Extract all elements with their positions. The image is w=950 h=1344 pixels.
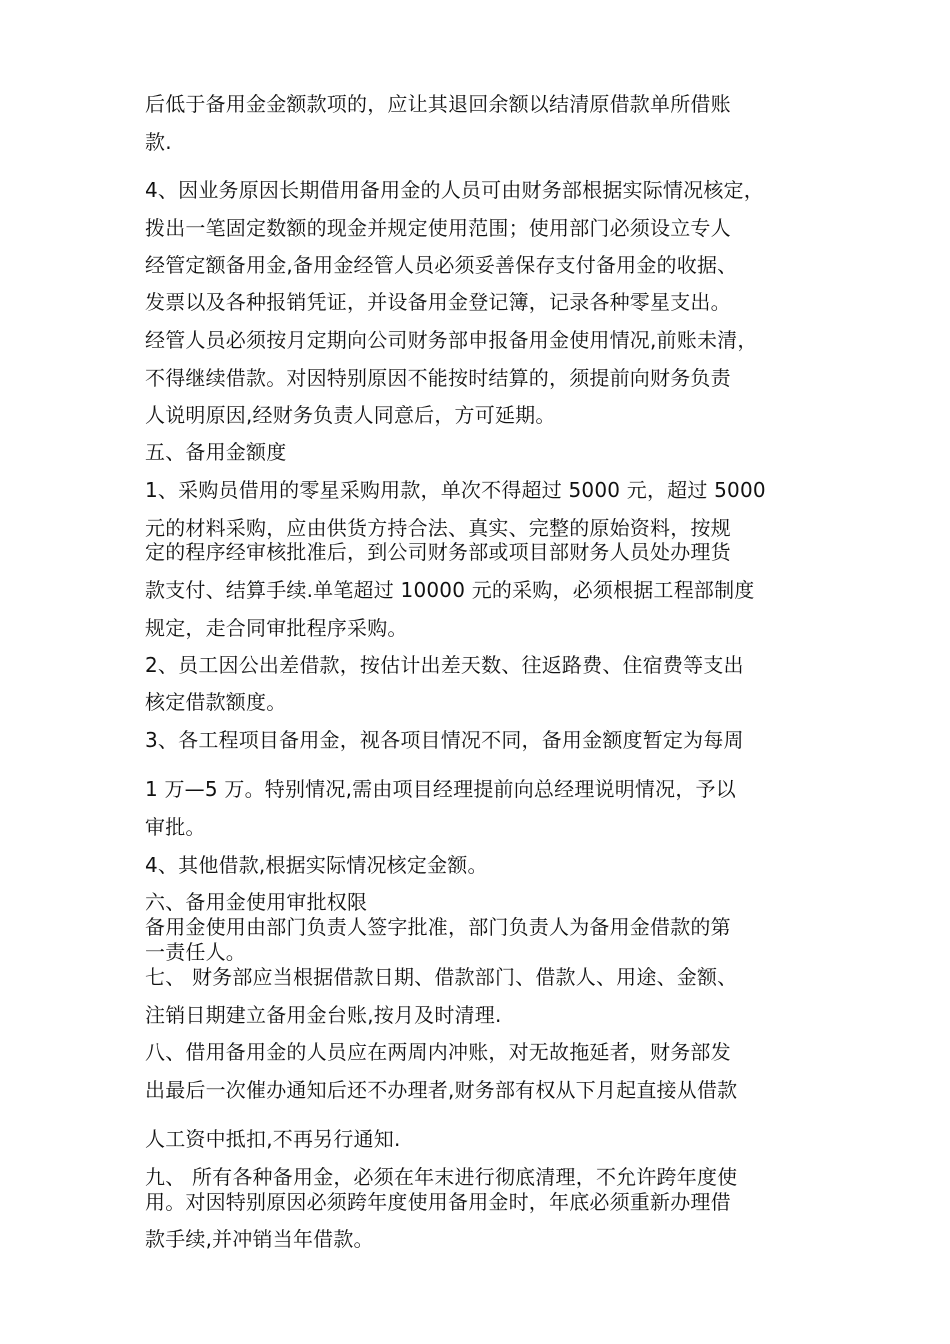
text-line: 经管人员必须按月定期向公司财务部申报备用金使用情况,前账未清， <box>145 328 758 352</box>
text-line: 款. <box>145 130 172 154</box>
text-line: 1 万—5 万。特别情况,需由项目经理提前向总经理说明情况，予以 <box>145 777 736 801</box>
text-line: 核定借款额度。 <box>145 690 287 714</box>
text-line: 1、采购员借用的零星采购用款，单次不得超过 5000 元，超过 5000 <box>145 478 766 502</box>
text-line: 3、各工程项目备用金，视各项目情况不同，备用金额度暂定为每周 <box>145 728 744 752</box>
text-line: 一责任人。 <box>145 940 246 964</box>
text-line: 七、 财务部应当根据借款日期、借款部门、借款人、用途、金额、 <box>145 965 738 989</box>
section-heading: 六、备用金使用审批权限 <box>145 890 368 914</box>
text-line: 人工资中抵扣,不再另行通知. <box>145 1127 401 1151</box>
text-line: 拨出一笔固定数额的现金并规定使用范围；使用部门必须设立专人 <box>145 216 731 240</box>
text-line: 后低于备用金金额款项的，应让其退回余额以结清原借款单所借账 <box>145 92 731 116</box>
text-line: 经管定额备用金,备用金经管人员必须妥善保存支付备用金的收据、 <box>145 253 738 277</box>
text-line: 4、其他借款,根据实际情况核定金额。 <box>145 853 488 877</box>
text-line: 九、 所有各种备用金，必须在年末进行彻底清理，不允许跨年度使 <box>145 1165 738 1189</box>
text-line: 款支付、结算手续.单笔超过 10000 元的采购，必须根据工程部制度 <box>145 578 755 602</box>
section-heading: 五、备用金额度 <box>145 440 287 464</box>
text-line: 元的材料采购，应由供货方持合法、真实、完整的原始资料，按规 <box>145 516 731 540</box>
text-line: 不得继续借款。对因特别原因不能按时结算的，须提前向财务负责 <box>145 366 731 390</box>
text-line: 定的程序经审核批准后，到公司财务部或项目部财务人员处办理货 <box>145 540 731 564</box>
text-line: 款手续,并冲销当年借款。 <box>145 1227 374 1251</box>
text-line: 4、因业务原因长期借用备用金的人员可由财务部根据实际情况核定， <box>145 178 764 202</box>
text-line: 发票以及各种报销凭证，并设备用金登记簿，记录各种零星支出。 <box>145 290 731 314</box>
text-line: 出最后一次催办通知后还不办理者,财务部有权从下月起直接从借款 <box>145 1078 738 1102</box>
text-line: 备用金使用由部门负责人签字批准，部门负责人为备用金借款的第 <box>145 915 731 939</box>
text-line: 注销日期建立备用金台账,按月及时清理. <box>145 1003 502 1027</box>
text-line: 审批。 <box>145 815 206 839</box>
text-line: 用。对因特别原因必须跨年度使用备用金时，年底必须重新办理借 <box>145 1190 731 1214</box>
text-line: 人说明原因,经财务负责人同意后，方可延期。 <box>145 403 556 427</box>
text-line: 规定，走合同审批程序采购。 <box>145 616 408 640</box>
text-line: 八、借用备用金的人员应在两周内冲账，对无故拖延者，财务部发 <box>145 1040 731 1064</box>
text-line: 2、员工因公出差借款，按估计出差天数、往返路费、住宿费等支出 <box>145 653 744 677</box>
